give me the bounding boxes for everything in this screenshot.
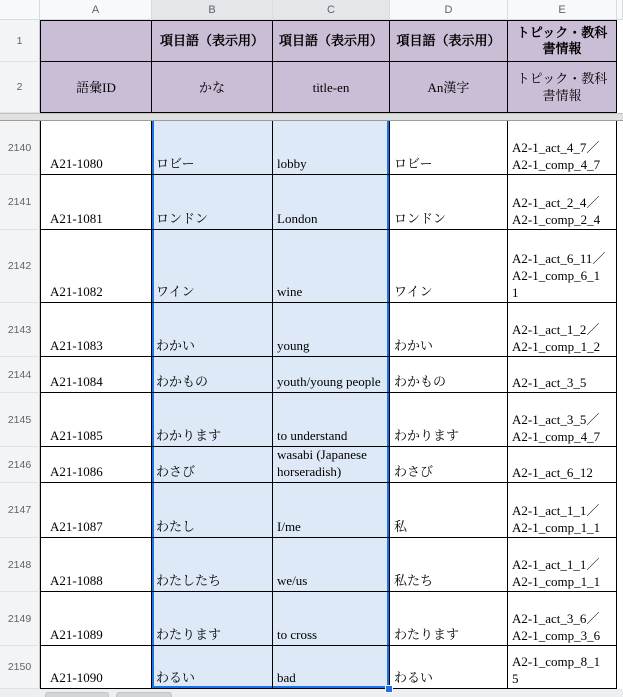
cell-title-en[interactable] <box>273 646 390 689</box>
column-header-b-label: B <box>208 3 216 16</box>
cell-vocab-id-text: A21-1084 <box>50 374 103 389</box>
row-header-text: 2147 <box>7 504 32 516</box>
cell-kana[interactable] <box>152 592 273 646</box>
cell-overflow <box>617 393 623 447</box>
cell-b1-text: 項目語（表示用） <box>159 33 264 48</box>
column-header-d-label: D <box>444 3 453 16</box>
row-header[interactable] <box>0 357 40 393</box>
cell-topic-text: A2-1_act_3_5／A2-1_comp_4_7 <box>512 412 601 444</box>
row-header-1-label: 1 <box>16 34 23 47</box>
cell-vocab-id[interactable] <box>40 483 152 538</box>
cell-title-en[interactable] <box>273 121 390 175</box>
cell-b2[interactable] <box>152 62 273 113</box>
cell-e2-text: トピック・教科書情報 <box>516 70 608 103</box>
frozen-rows-divider[interactable] <box>0 113 623 121</box>
table-row <box>0 121 623 175</box>
cell-kana[interactable] <box>152 483 273 538</box>
cell-topic-text: A2-1_act_1_1／A2-1_comp_1_1 <box>512 557 601 589</box>
cell-kanji[interactable] <box>390 393 508 447</box>
row-header-text: 2145 <box>7 413 32 426</box>
cell-overflow <box>617 447 623 483</box>
cell-title-en[interactable] <box>273 230 390 303</box>
cell-kanji[interactable] <box>390 483 508 538</box>
cell-title-en-text: wine <box>277 284 303 299</box>
cell-a1[interactable] <box>40 20 152 62</box>
cell-kanji[interactable] <box>390 538 508 592</box>
sheet-tab-stub[interactable] <box>45 692 109 697</box>
cell-title-en[interactable] <box>273 303 390 357</box>
cell-e1[interactable] <box>508 20 617 62</box>
cell-vocab-id-text: A21-1087 <box>50 519 103 534</box>
cell-topic[interactable] <box>508 357 617 393</box>
cell-kanji-text: 私 <box>394 519 408 534</box>
cell-vocab-id-text: A21-1088 <box>50 573 103 588</box>
row-header-text: 2142 <box>7 260 32 272</box>
cell-overflow <box>617 62 623 113</box>
row-header[interactable] <box>0 483 40 538</box>
header-row-1 <box>0 20 623 62</box>
cell-kana[interactable] <box>152 646 273 689</box>
row-header[interactable] <box>0 175 40 230</box>
cell-topic-text: A2-1_act_2_4／A2-1_comp_2_4 <box>512 195 601 227</box>
column-header-c-label: C <box>327 3 335 16</box>
cell-topic[interactable] <box>508 447 617 483</box>
cell-topic[interactable] <box>508 303 617 357</box>
column-header-e[interactable] <box>508 0 617 20</box>
row-header-text: 2144 <box>7 368 32 381</box>
cell-a2-text: 語彙ID <box>76 79 116 95</box>
cell-kanji[interactable] <box>390 303 508 357</box>
cell-title-en-text: London <box>277 211 318 226</box>
cell-kanji-text: わかい <box>394 338 434 353</box>
table-row <box>0 303 623 357</box>
cell-kana-text: わかります <box>156 428 222 443</box>
cell-vocab-id-text: A21-1082 <box>50 284 103 299</box>
cell-kana[interactable] <box>152 357 273 393</box>
cell-kanji[interactable] <box>390 592 508 646</box>
row-header-1[interactable] <box>0 20 40 62</box>
cell-c1[interactable] <box>273 20 390 62</box>
cell-kana[interactable] <box>152 303 273 357</box>
cell-kanji[interactable] <box>390 357 508 393</box>
cell-title-en-text: lobby <box>277 156 307 171</box>
cell-title-en-text: young <box>277 338 310 353</box>
cell-kanji[interactable] <box>390 646 508 689</box>
cell-vocab-id-text: A21-1085 <box>50 428 103 443</box>
cell-overflow <box>617 121 623 175</box>
row-header-2[interactable] <box>0 62 40 113</box>
cell-topic[interactable] <box>508 646 617 689</box>
cell-kana-text: わたります <box>156 627 222 642</box>
row-header-text: 2150 <box>7 661 32 673</box>
cell-overflow <box>617 303 623 357</box>
cell-overflow <box>617 483 623 538</box>
cell-title-en-text: to cross <box>277 627 318 642</box>
cell-title-en-text: bad <box>277 670 296 685</box>
cell-vocab-id[interactable] <box>40 175 152 230</box>
column-header-e-label: E <box>558 3 566 16</box>
cell-kanji-text: ロビー <box>394 156 433 171</box>
cell-vocab-id[interactable] <box>40 357 152 393</box>
select-all-corner[interactable] <box>0 0 40 20</box>
data-rows <box>0 121 623 689</box>
cell-kana-text: ロビー <box>156 156 195 171</box>
cell-e2[interactable] <box>508 62 617 113</box>
row-header[interactable] <box>0 447 40 483</box>
cell-d1[interactable] <box>390 20 508 62</box>
row-header-text: 2140 <box>7 141 32 154</box>
sheet-tab-stub[interactable] <box>116 692 172 697</box>
row-header-text: 2149 <box>7 612 32 625</box>
cell-kana[interactable] <box>152 447 273 483</box>
cell-topic[interactable] <box>508 393 617 447</box>
cell-vocab-id-text: A21-1089 <box>50 627 103 642</box>
row-header-text: 2143 <box>7 323 32 336</box>
cell-vocab-id-text: A21-1083 <box>50 338 103 353</box>
cell-vocab-id[interactable] <box>40 121 152 175</box>
row-header-text: 2146 <box>7 458 32 471</box>
cell-kanji[interactable] <box>390 447 508 483</box>
table-row <box>0 447 623 483</box>
cell-kana-text: わるい <box>156 670 196 685</box>
table-row <box>0 592 623 646</box>
cell-topic-text: A2-1_act_1_2／A2-1_comp_1_2 <box>512 322 601 354</box>
cell-vocab-id[interactable] <box>40 303 152 357</box>
cell-title-en[interactable] <box>273 538 390 592</box>
row-header[interactable] <box>0 646 40 689</box>
cell-d1-text: 項目語（表示用） <box>396 33 501 48</box>
cell-kana-text: わかもの <box>156 374 209 389</box>
row-header[interactable] <box>0 303 40 357</box>
cell-b2-text: かな <box>198 79 225 95</box>
table-row <box>0 538 623 592</box>
table-row <box>0 175 623 230</box>
cell-topic-text: A2-1_comp_8_15 <box>512 654 601 686</box>
cell-overflow <box>617 175 623 230</box>
selection-fill-handle[interactable] <box>385 685 393 693</box>
cell-title-en[interactable] <box>273 447 390 483</box>
cell-title-en[interactable] <box>273 592 390 646</box>
cell-kanji[interactable] <box>390 230 508 303</box>
cell-kana-text: わさび <box>156 464 196 479</box>
cell-kana-text: わたしたち <box>156 573 222 588</box>
cell-kanji-text: わかります <box>394 428 460 443</box>
column-header-a-label: A <box>91 3 100 16</box>
column-header-a[interactable] <box>40 0 152 20</box>
cell-kana-text: わたし <box>156 519 196 534</box>
cell-kanji[interactable] <box>390 175 508 230</box>
cell-topic[interactable] <box>508 483 617 538</box>
cell-vocab-id[interactable] <box>40 230 152 303</box>
cell-c2[interactable] <box>273 62 390 113</box>
row-header-text: 2148 <box>7 558 32 571</box>
table-row <box>0 483 623 538</box>
cell-topic-text: A2-1_act_1_1／A2-1_comp_1_1 <box>512 503 601 535</box>
cell-topic-text: A2-1_act_3_6／A2-1_comp_3_6 <box>512 611 601 643</box>
cell-title-en-text: we/us <box>277 573 308 588</box>
cell-topic-text: A2-1_act_4_7／A2-1_comp_4_7 <box>512 140 601 172</box>
row-header[interactable] <box>0 393 40 447</box>
cell-kanji[interactable] <box>390 121 508 175</box>
cell-b1[interactable] <box>152 20 273 62</box>
cell-kana-text: ワイン <box>156 284 195 299</box>
bottom-strip <box>0 689 623 697</box>
column-header-b[interactable] <box>152 0 273 20</box>
table-row <box>0 646 623 689</box>
cell-kana[interactable] <box>152 538 273 592</box>
column-header-row <box>0 0 623 20</box>
cell-title-en[interactable] <box>273 483 390 538</box>
cell-vocab-id[interactable] <box>40 538 152 592</box>
cell-title-en-text: youth/young people <box>277 374 381 389</box>
cell-overflow <box>617 592 623 646</box>
cell-title-en-text: wasabi (Japanese horseradish) <box>277 447 367 479</box>
cell-overflow <box>617 357 623 393</box>
cell-kanji-text: わさび <box>394 464 434 479</box>
cell-topic[interactable] <box>508 538 617 592</box>
cell-topic-text: A2-1_act_3_5 <box>512 375 587 390</box>
cell-topic[interactable] <box>508 230 617 303</box>
cell-title-en[interactable] <box>273 393 390 447</box>
row-header[interactable] <box>0 230 40 303</box>
cell-overflow <box>617 538 623 592</box>
header-row-2 <box>0 62 623 113</box>
cell-kanji-text: わかもの <box>394 374 447 389</box>
cell-kana-text: わかい <box>156 338 196 353</box>
cell-kana[interactable] <box>152 121 273 175</box>
cell-overflow <box>617 230 623 303</box>
column-header-d[interactable] <box>390 0 508 20</box>
table-row <box>0 230 623 303</box>
cell-title-en-text: to understand <box>277 428 348 443</box>
cell-kanji-text: ワイン <box>394 284 433 299</box>
cell-vocab-id-text: A21-1081 <box>50 211 103 226</box>
cell-c2-text: title-en <box>312 79 350 95</box>
cell-vocab-id[interactable] <box>40 592 152 646</box>
cell-c1-text: 項目語（表示用） <box>278 33 383 48</box>
cell-kanji-text: わるい <box>394 670 434 685</box>
cell-d2-text: An漢字 <box>427 79 470 95</box>
table-row <box>0 357 623 393</box>
cell-e1-text: トピック・教科書情報 <box>516 24 608 56</box>
row-header[interactable] <box>0 538 40 592</box>
cell-kana[interactable] <box>152 393 273 447</box>
cell-topic-text: A2-1_act_6_12 <box>512 465 593 480</box>
cell-title-en-text: I/me <box>277 519 301 534</box>
cell-vocab-id[interactable] <box>40 646 152 689</box>
row-header[interactable] <box>0 592 40 646</box>
cell-kanji-text: わたります <box>394 627 460 642</box>
cell-kana[interactable] <box>152 175 273 230</box>
cell-topic[interactable] <box>508 592 617 646</box>
column-header-c[interactable] <box>273 0 390 20</box>
cell-overflow <box>617 646 623 689</box>
column-header-overflow <box>617 0 623 20</box>
cell-title-en[interactable] <box>273 357 390 393</box>
cell-kana[interactable] <box>152 230 273 303</box>
cell-overflow <box>617 20 623 62</box>
cell-topic[interactable] <box>508 175 617 230</box>
row-header-2-label: 2 <box>16 81 23 93</box>
cell-d2[interactable] <box>390 62 508 113</box>
cell-topic[interactable] <box>508 121 617 175</box>
row-header-text: 2141 <box>7 196 32 208</box>
cell-vocab-id[interactable] <box>40 393 152 447</box>
cell-title-en[interactable] <box>273 175 390 230</box>
cell-kanji-text: 私たち <box>394 573 434 588</box>
cell-topic-text: A2-1_act_6_11／A2-1_comp_6_11 <box>512 251 606 300</box>
cell-kana-text: ロンドン <box>156 211 209 226</box>
table-row <box>0 393 623 447</box>
cell-vocab-id-text: A21-1080 <box>50 156 103 171</box>
row-header[interactable] <box>0 121 40 175</box>
cell-vocab-id-text: A21-1090 <box>50 670 103 685</box>
cell-a2[interactable] <box>40 62 152 113</box>
cell-kanji-text: ロンドン <box>394 211 447 226</box>
cell-vocab-id[interactable] <box>40 447 152 483</box>
cell-vocab-id-text: A21-1086 <box>50 464 103 479</box>
